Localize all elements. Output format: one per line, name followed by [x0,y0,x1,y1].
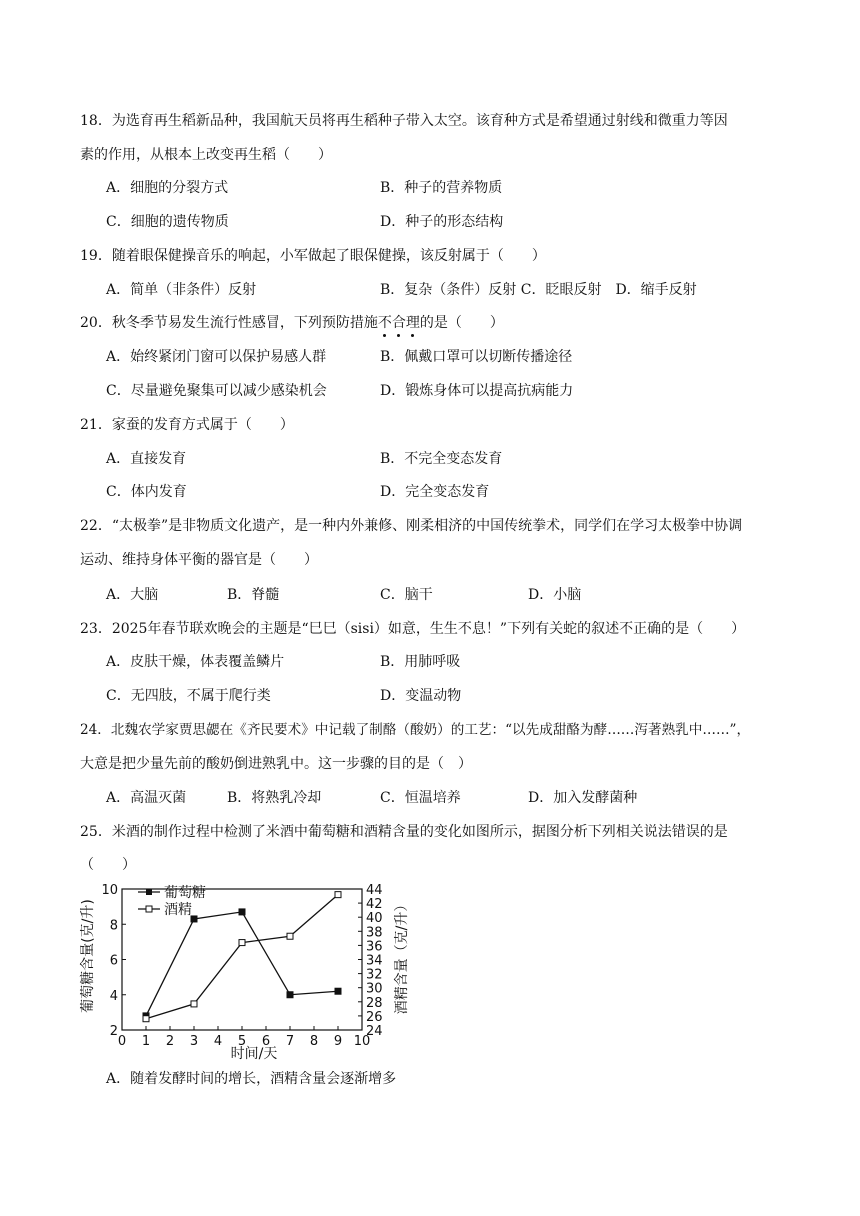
x-tick-label: 0 [117,1034,127,1049]
q21-stem: 21．家蚕的发育方式属于（ ） [80,417,294,433]
glucose-alcohol-chart [68,876,418,1066]
q24-option-c: C．恒温培养 [380,790,461,806]
x-tick-label: 10 [353,1034,371,1049]
y-left-axis-label: 葡萄糖含量(克/升) [80,899,96,1013]
x-tick-label: 4 [213,1034,223,1049]
x-tick-label: 5 [237,1034,247,1049]
q22-option-b: B．脊髓 [227,587,280,603]
q22-option-a: A．大脑 [106,587,159,603]
q25-stem-line2: （ ） [80,857,136,873]
legend-alcohol-marker [146,906,152,912]
y-left-tick-label: 2 [109,1024,118,1039]
q19-options-bcd: B．复杂（条件）反射 C．眨眼反射 D．缩手反射 [380,282,697,298]
y-left-tick-label: 4 [109,988,118,1004]
x-tick-label: 6 [261,1034,271,1049]
q20-option-b: B．佩戴口罩可以切断传播途径 [380,349,573,365]
series-line-glucose [146,912,338,1016]
q18-option-d: D．种子的形态结构 [380,214,504,230]
q23-option-c: C．无四肢，不属于爬行类 [106,688,271,704]
y-right-tick-label: 38 [366,925,383,941]
q20-emphasis-2: 合 [392,315,406,331]
q23-option-b: B．用肺呼吸 [380,654,461,670]
y-right-tick-label: 26 [366,1009,383,1025]
glucose-point [239,909,245,915]
x-tick-label: 8 [309,1034,319,1049]
q18-option-a: A．细胞的分裂方式 [106,180,229,196]
q18-option-b: B．种子的营养物质 [380,180,503,196]
q24-option-b: B．将熟乳冷却 [227,790,322,806]
q24-stem-line2: 大意是把少量先前的酸奶倒进熟乳中。这一步骤的目的是（ ） [80,756,472,772]
x-tick-label: 9 [333,1034,343,1049]
q19-stem: 19．随着眼保健操音乐的响起，小军做起了眼保健操，该反射属于（ ） [80,248,546,264]
q22-option-c: C．脑干 [380,587,433,603]
q23-option-d: D．变温动物 [380,688,462,704]
y-right-tick-label: 32 [366,967,383,983]
q20-stem [80,313,504,333]
y-left-tick-label: 10 [101,883,118,898]
y-right-tick-label: 28 [366,995,383,1011]
q25-option-a: A．随着发酵时间的增长，酒精含量会逐渐增多 [106,1071,397,1087]
q22-stem-line1: 22．“太极拳”是非物质文化遗产，是一种内外兼修、刚柔相济的中国传统拳术，同学们在学习太极拳中协调 [80,518,743,534]
q21-option-a: A．直接发育 [106,451,187,467]
q21-option-c: C．体内发育 [106,484,187,500]
q20-option-d: D．锻炼身体可以提高抗病能力 [380,383,574,399]
y-right-tick-label: 42 [366,897,383,913]
legend-alcohol-label: 酒精 [164,902,192,918]
alcohol-point [239,940,245,946]
glucose-point [335,988,341,994]
q20-option-c: C．尽量避免聚集可以减少感染机会 [106,383,327,399]
x-tick-label: 3 [189,1034,199,1049]
y-left-tick-label: 6 [109,953,118,969]
y-left-tick-label: 8 [109,918,118,934]
alcohol-point [191,1001,197,1007]
y-right-tick-label: 30 [366,981,383,997]
q22-option-d: D．小脑 [528,587,582,603]
q24-option-a: A．高温灭菌 [106,790,187,806]
q20-option-a: A．始终紧闭门窗可以保护易感人群 [106,349,327,365]
q18-stem-line2: 素的作用，从根本上改变再生稻（ ） [80,147,332,163]
q20-emphasis-3: 理 [406,315,420,331]
q23-option-a: A．皮肤干燥，体表覆盖鳞片 [106,654,285,670]
x-tick-label: 2 [165,1034,175,1049]
q25-stem-line1: 25．米酒的制作过程中检测了米酒中葡萄糖和酒精含量的变化如图所示，据图分析下列相关说法错误的是 [80,824,728,840]
legend-glucose-marker [146,889,152,895]
y-right-axis-label: 酒精含量（克/升） [394,897,410,1015]
q23-stem: 23．2025年春节联欢晚会的主题是“巳巳（sisi）如意，生生不息！”下列有关蛇的叙述不正确的是（ ） [80,621,746,637]
q24-stem-line1: 24．北魏农学家贾思勰在《齐民要术》中记载了制酪（酸奶）的工艺：“以先成甜酪为酵……泻著熟乳中……”， [80,722,751,738]
q21-option-b: B．不完全变态发育 [380,451,503,467]
alcohol-point [143,1016,149,1022]
y-right-tick-label: 34 [366,953,383,969]
q18-option-c: C．细胞的遗传物质 [106,214,229,230]
x-axis-label: 时间/天 [230,1046,278,1062]
q24-option-d: D．加入发酵菌种 [528,790,638,806]
y-right-tick-label: 44 [366,883,383,898]
x-tick-label: 1 [141,1034,151,1049]
q18-stem-line1: 18．为选育再生稻新品种，我国航天员将再生稻种子带入太空。该育种方式是希望通过射线和微重力等因 [80,113,728,129]
q19-option-a: A．简单（非条件）反射 [106,282,257,298]
q20-stem-post: 的是（ ） [419,315,504,331]
alcohol-point [335,892,341,898]
q22-stem-line2: 运动、维持身体平衡的器官是（ ） [80,552,318,568]
y-right-tick-label: 24 [366,1024,383,1039]
q20-stem-pre: 20．秋冬季节易发生流行性感冒，下列预防措施 [80,315,378,331]
q21-option-d: D．完全变态发育 [380,484,490,500]
legend-glucose-label: 葡萄糖 [164,885,206,901]
y-right-tick-label: 40 [366,911,383,927]
q20-emphasis-1: 不 [378,315,392,331]
x-tick-label: 7 [285,1034,295,1049]
alcohol-point [287,933,293,939]
y-right-tick-label: 36 [366,939,383,955]
glucose-point [287,992,293,998]
